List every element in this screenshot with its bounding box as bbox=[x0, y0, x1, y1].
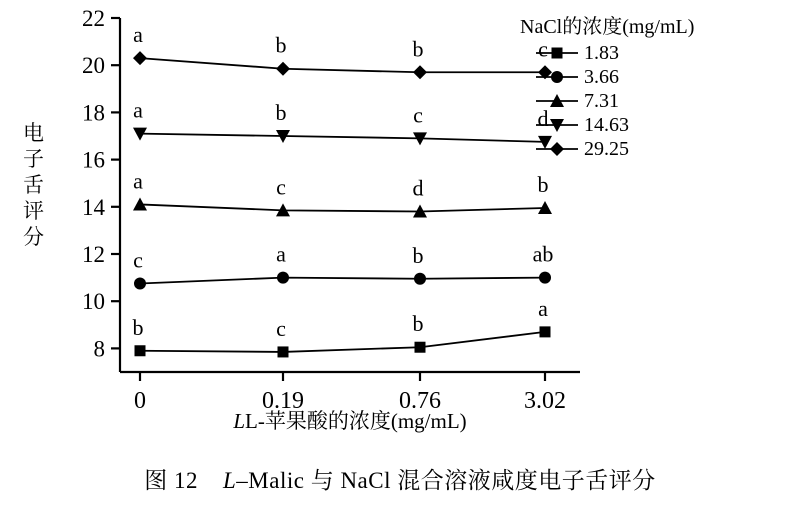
y-tick-label: 20 bbox=[82, 53, 105, 79]
data-label: b bbox=[412, 311, 424, 337]
data-label: c bbox=[276, 315, 286, 341]
series-14.63 bbox=[133, 98, 552, 149]
figure-caption bbox=[0, 462, 800, 495]
data-label: b bbox=[412, 242, 424, 268]
legend-items bbox=[520, 41, 788, 161]
legend-title: NaCl的浓度(mg/mL) bbox=[520, 16, 695, 38]
data-label: a bbox=[538, 295, 548, 321]
x-tick-label: 0 bbox=[134, 388, 146, 414]
legend-item[interactable] bbox=[534, 41, 788, 65]
caption-text: –Malic 与 NaCl 混合溶液咸度电子舌评分 bbox=[236, 468, 656, 493]
marker-square bbox=[278, 346, 289, 357]
series-29.25 bbox=[133, 22, 552, 79]
legend-marker-diamond-icon bbox=[534, 138, 580, 160]
data-label: a bbox=[133, 22, 143, 48]
data-label: b bbox=[132, 314, 144, 340]
x-tick-label: 0.76 bbox=[399, 388, 441, 414]
y-tick-label: 18 bbox=[82, 100, 105, 126]
data-label: c bbox=[276, 174, 286, 200]
marker-diamond bbox=[133, 51, 147, 65]
legend-label: 1.83 bbox=[584, 41, 619, 64]
data-label: a bbox=[133, 168, 143, 194]
y-axis-label: 电子舌评分 bbox=[23, 121, 45, 249]
marker-circle bbox=[277, 272, 289, 284]
series-1.83 bbox=[133, 296, 551, 358]
marker-diamond bbox=[550, 142, 564, 156]
legend-label: 3.66 bbox=[584, 65, 619, 88]
y-tick-label: 12 bbox=[82, 242, 105, 267]
data-label: c bbox=[538, 36, 548, 62]
series-line bbox=[140, 58, 545, 72]
marker-circle bbox=[539, 272, 551, 284]
marker-square bbox=[552, 48, 563, 59]
series-line bbox=[140, 278, 545, 284]
series-line bbox=[140, 332, 545, 352]
marker-circle bbox=[414, 273, 426, 285]
marker-square bbox=[415, 342, 426, 353]
caption-italic: L bbox=[223, 468, 237, 493]
data-label: c bbox=[413, 102, 423, 128]
series-line bbox=[140, 204, 545, 211]
legend-marker-triangle-up-icon bbox=[534, 90, 580, 112]
legend-item[interactable] bbox=[534, 89, 788, 113]
series-line bbox=[140, 134, 545, 142]
data-label: b bbox=[275, 32, 287, 58]
y-tick-label: 8 bbox=[93, 336, 105, 362]
series-7.31 bbox=[133, 168, 552, 217]
y-tick-label: 14 bbox=[82, 194, 105, 220]
legend-label: 7.31 bbox=[584, 89, 619, 112]
marker-circle bbox=[551, 71, 563, 83]
data-label: b bbox=[275, 100, 287, 125]
legend-item[interactable] bbox=[534, 137, 788, 161]
data-label: c bbox=[133, 247, 143, 273]
marker-circle bbox=[134, 278, 146, 290]
data-label: a bbox=[133, 97, 143, 123]
series-3.66 bbox=[133, 242, 553, 290]
legend-marker-square-icon bbox=[534, 42, 580, 64]
x-tick-label: 0.19 bbox=[262, 388, 304, 414]
data-label: d bbox=[412, 175, 424, 201]
legend-marker-circle-icon bbox=[534, 66, 580, 88]
marker-diamond bbox=[276, 62, 290, 76]
data-label: d bbox=[537, 105, 549, 131]
data-label: b bbox=[412, 36, 424, 62]
x-axis-label: LL-苹果酸的浓度(mg/mL) bbox=[233, 409, 467, 433]
y-tick-label: 10 bbox=[82, 289, 105, 315]
x-tick-label: 3.02 bbox=[524, 388, 566, 414]
legend-item[interactable] bbox=[534, 113, 788, 137]
y-tick-label: 22 bbox=[82, 6, 105, 31]
caption-number: 图 12 bbox=[144, 468, 198, 493]
marker-square bbox=[135, 345, 146, 356]
legend-item[interactable] bbox=[534, 65, 788, 89]
marker-diamond bbox=[413, 65, 427, 79]
data-label: ab bbox=[532, 241, 554, 267]
legend-marker-triangle-down-icon bbox=[534, 114, 580, 136]
data-label: a bbox=[276, 241, 286, 267]
data-label: b bbox=[537, 171, 549, 197]
legend-label: 29.25 bbox=[584, 137, 629, 160]
x-axis-label-text: L-苹果酸的浓度(mg/mL) bbox=[245, 409, 467, 433]
y-tick-label: 16 bbox=[82, 147, 105, 173]
marker-square bbox=[540, 326, 551, 337]
legend bbox=[520, 10, 788, 161]
legend-label: 14.63 bbox=[584, 113, 629, 136]
